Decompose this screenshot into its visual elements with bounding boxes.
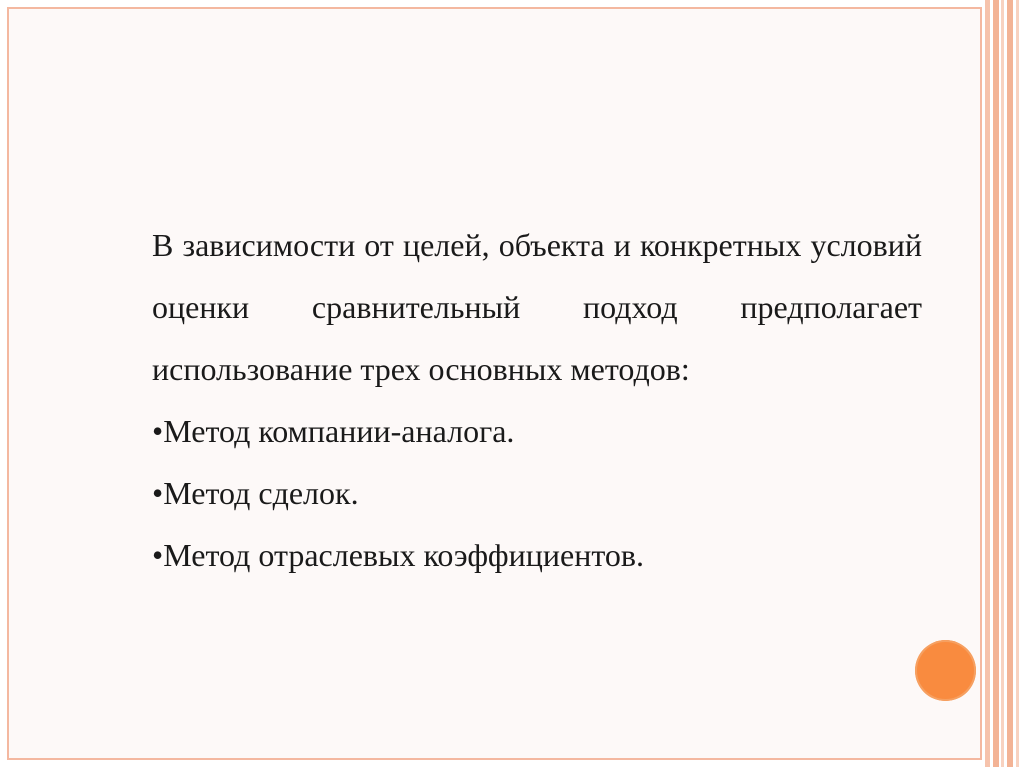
bullet-icon: •: [152, 475, 164, 511]
list-item-text: Метод компании-аналога.: [163, 413, 515, 449]
orange-circle-decoration: [915, 640, 976, 701]
intro-paragraph: В зависимости от целей, объекта и конкретных условий оценки сравнительный подход предполагает использование трех основных методов:: [152, 227, 922, 387]
decorative-stripe: [985, 0, 990, 767]
list-item-text: Метод сделок.: [163, 475, 359, 511]
decorative-stripe: [1007, 0, 1013, 767]
slide-content: [152, 214, 922, 586]
list-item-text: Метод отраслевых коэффициентов.: [163, 537, 645, 573]
bullet-icon: •: [152, 413, 164, 449]
list-item: [152, 524, 922, 586]
bullet-icon: •: [152, 537, 164, 573]
decorative-stripe: [1016, 0, 1019, 767]
decorative-stripe: [993, 0, 999, 767]
list-item: [152, 462, 922, 524]
methods-list: [152, 400, 922, 586]
decorative-stripe: [1001, 0, 1004, 767]
list-item: [152, 400, 922, 462]
